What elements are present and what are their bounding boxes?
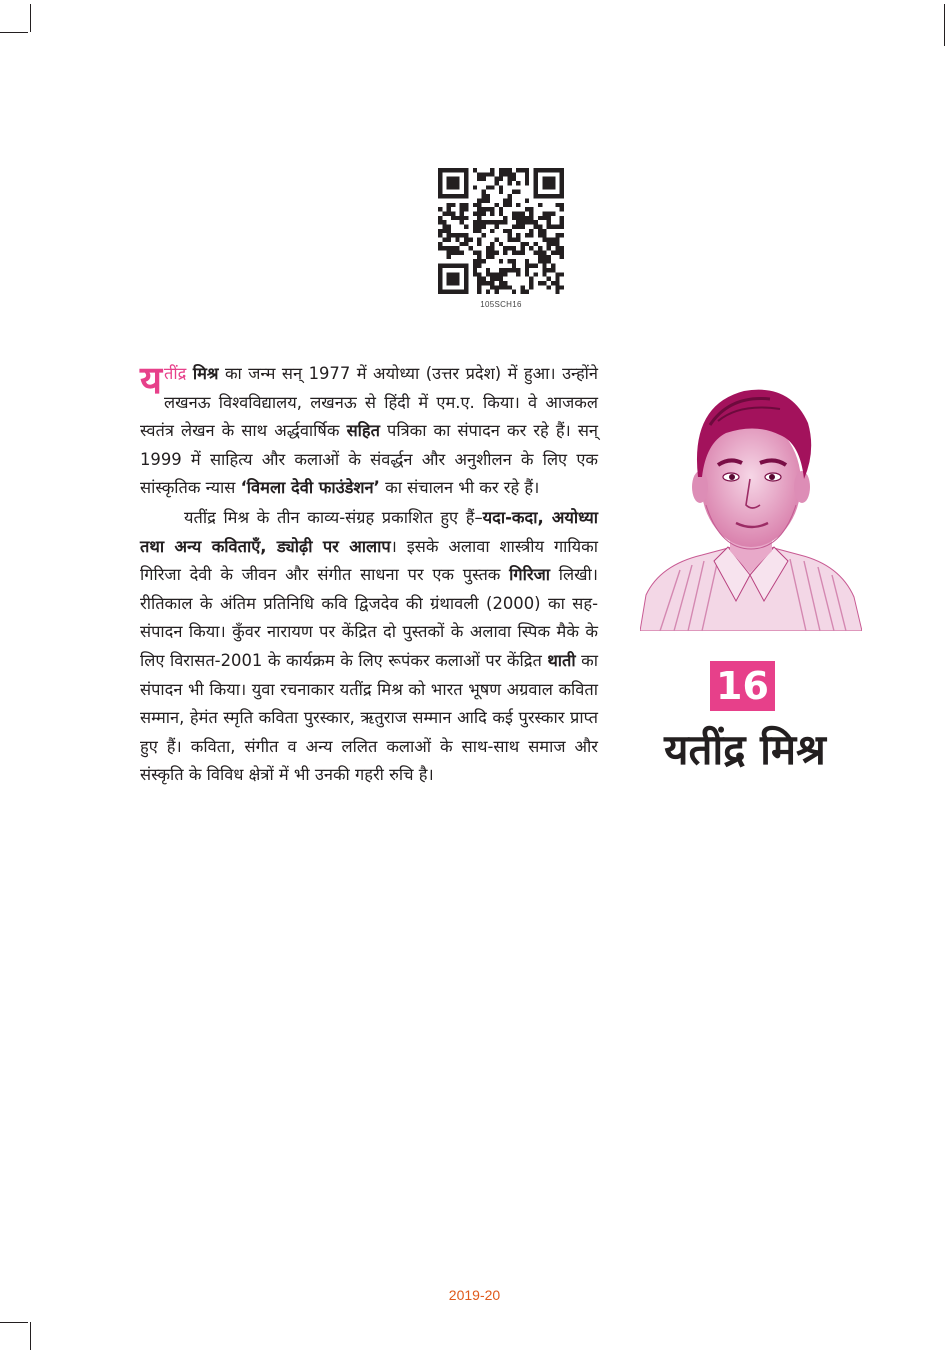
foundation-name: ‘विमला देवी फाउंडेशन’ <box>240 478 380 498</box>
bio-text: का संपादन भी किया। युवा रचनाकार यतींद्र मिश्र को भारत भूषण अग्रवाल कविता सम्मान, हेमंत स्मृति कविता पुरस्कार, ऋतुराज सम्मान आदि कई पुरस्कार प्राप्त हुए हैं। कविता, संगीत व अन्य ललित कलाओं के साथ-साथ समाज और संस्कृति के विविध क्षेत्रों में भी उनकी गहरी रुचि है। <box>140 650 599 785</box>
author-name-bold: मिश्र <box>192 364 219 383</box>
bio-text: का संचालन भी कर रहे हैं। <box>379 478 540 498</box>
qr-block <box>437 168 565 309</box>
bio-text: लिखी। रीतिकाल के अंतिम प्रतिनिधि कवि द्विजदेव की ग्रंथावली (2000) का सह-संपादन किया। कुँवर नारायण पर केंद्रित दो पुस्तकों के अलावा स्पिक मैके के लिए विरासत-2001 के कार्यक्रम के लिए रूपंकर कलाओं पर केंद्रित <box>140 565 599 670</box>
chapter-number: 16 <box>710 661 775 711</box>
bio-text: । इसके अलावा शास्त्रीय गायिका गिरिजा देवी के जीवन और संगीत साधना पर एक पुस्तक <box>140 536 599 585</box>
crop-mark-top-left-v <box>30 4 31 32</box>
crop-mark-top-left-h <box>0 32 28 33</box>
crop-mark-bottom-left-h <box>0 1322 28 1323</box>
drop-cap: य <box>140 358 163 402</box>
crop-mark-bottom-left-v <box>30 1322 31 1350</box>
bio-text: यतींद्र मिश्र के तीन काव्य-संग्रह प्रकाशित हुए हैं– <box>184 507 483 527</box>
bio-text: का जन्म सन् 1977 में अयोध्या (उत्तर प्रदेश) में हुआ। उन्होंने लखनऊ विश्वविद्यालय, लखनऊ से हिंदी में एम.ए. किया। वे आजकल स्वतंत्र लेखन के साथ अर्द्धवार्षिक <box>140 364 598 441</box>
magazine-title: सहित <box>346 421 380 441</box>
poetry-collections: यदा-कदा, अयोध्या तथा अन्य कविताएँ, ड्योढ़ी पर आलाप <box>140 507 599 556</box>
bio-paragraph-1 <box>140 360 598 503</box>
book-title-girija: गिरिजा <box>509 565 551 585</box>
footer-year: 2019-20 <box>448 1287 501 1303</box>
chapter-title: यतींद्र मिश्र <box>664 725 826 774</box>
author-biography <box>140 360 598 790</box>
bio-text: पत्रिका का संपादन कर रहे हैं। सन् 1999 में साहित्य और कलाओं के संवर्द्धन और अनुशीलन के लिए एक सांस्कृतिक न्यास <box>140 421 599 498</box>
crop-mark-top-right-v <box>944 4 945 46</box>
book-title-thati: थाती <box>547 650 576 670</box>
bio-paragraph-2 <box>140 504 598 790</box>
qr-code-icon <box>438 168 564 294</box>
author-portrait-sketch <box>640 365 862 631</box>
bio-lead: तींद्र <box>164 364 187 383</box>
qr-caption: 105SCH16 <box>480 300 522 309</box>
